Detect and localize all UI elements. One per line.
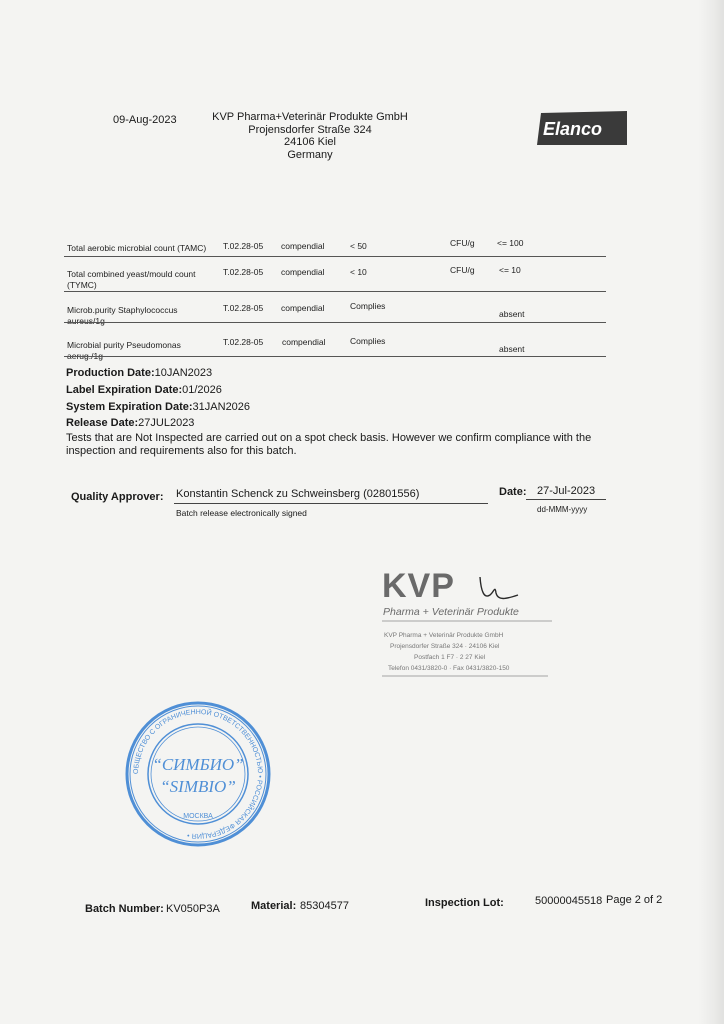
- spot-check-note: Tests that are Not Inspected are carried out on a spot check basis. However we confirm compliance with the inspection and requirements also for this batch.: [66, 432, 592, 457]
- test-name: Total combined yeast/mould count: [67, 269, 196, 279]
- date-label: Date:: [499, 486, 527, 498]
- label-expiration-value: 01/2026: [182, 384, 222, 396]
- signed-note: Batch release electronically signed: [176, 508, 307, 518]
- date-format: dd-MMM-yyyy: [537, 505, 588, 514]
- result: Complies: [350, 301, 386, 311]
- stamp-latin-name: “SIMBIO”: [160, 777, 236, 796]
- reference: compendial: [281, 303, 325, 313]
- material-value: 85304577: [300, 900, 349, 912]
- test-name-cont: aureus/1g: [67, 316, 105, 326]
- release-date-label: Release Date:: [66, 417, 139, 429]
- row-divider: [64, 356, 606, 357]
- system-expiration-date: [66, 401, 250, 413]
- company-city: 24106 Kiel: [284, 136, 336, 148]
- production-date: [66, 367, 212, 379]
- stamp-city: МОСКВА: [183, 813, 213, 820]
- document-date: 09-Aug-2023: [113, 114, 177, 126]
- test-name: Microbial purity Pseudomonas: [67, 340, 181, 350]
- reference: compendial: [282, 337, 326, 347]
- kvp-company-stamp: [380, 565, 560, 680]
- kvp-stamp-tagline: Pharma + Veterinär Produkte: [383, 606, 519, 618]
- stamp-ring-text: ОБЩЕСТВО С ОГРАНИЧЕННОЙ ОТВЕТСТВЕННОСТЬЮ • РОССИЙСКАЯ ФЕДЕРАЦИЯ •: [132, 708, 264, 840]
- simbio-round-stamp: [124, 700, 272, 848]
- approver-label: Quality Approver:: [71, 491, 164, 503]
- page-edge-shadow: [698, 0, 724, 1024]
- production-date-value: 10JAN2023: [154, 367, 213, 379]
- approver-name: Konstantin Schenck zu Schweinsberg (02801556): [176, 488, 420, 500]
- company-street: Projensdorfer Straße 324: [248, 123, 372, 136]
- test-name-cont: aerug./1g: [67, 351, 103, 361]
- reference: compendial: [281, 267, 325, 277]
- company-country: Germany: [287, 148, 333, 161]
- page-number: Page 2 of 2: [606, 894, 663, 906]
- kvp-stamp-line1: KVP Pharma + Veterinär Produkte GmbH: [384, 632, 504, 639]
- unit: CFU/g: [450, 238, 475, 248]
- material-label: Material:: [251, 900, 297, 912]
- approval-date: 27-Jul-2023: [537, 485, 596, 497]
- release-date: [66, 417, 194, 429]
- inspection-lot-label: Inspection Lot:: [425, 897, 504, 909]
- release-date-value: 27JUL2023: [138, 417, 195, 429]
- result: Complies: [350, 336, 386, 346]
- test-name: Microb.purity Staphylococcus: [67, 305, 178, 315]
- label-expiration-label: Label Expiration Date:: [66, 384, 183, 396]
- system-expiration-label: System Expiration Date:: [66, 401, 193, 413]
- production-date-label: Production Date:: [66, 367, 155, 379]
- specification: absent: [499, 344, 525, 354]
- label-expiration-date: [66, 384, 222, 396]
- row-divider: [64, 322, 606, 323]
- method: T.02.28-05: [223, 337, 264, 347]
- signature: [480, 577, 518, 599]
- test-name-cont: (TYMC): [67, 280, 97, 290]
- specification: <= 10: [499, 265, 521, 275]
- stamp-cyrillic-name: “СИМБИО”: [152, 755, 244, 774]
- result: < 50: [350, 241, 367, 251]
- kvp-stamp-line4: Telefon 0431/3820-0 · Fax 0431/3820-150: [388, 665, 510, 672]
- approver-line: [174, 503, 488, 504]
- row-divider: [64, 256, 606, 257]
- test-name: Total aerobic microbial count (TAMC): [67, 243, 207, 253]
- reference: compendial: [281, 241, 325, 251]
- date-line: [526, 499, 606, 500]
- company-name: KVP Pharma+Veterinär Produkte GmbH: [212, 111, 408, 123]
- unit: CFU/g: [450, 265, 475, 275]
- company-address: [200, 111, 420, 161]
- kvp-stamp-logo: KVP: [382, 567, 455, 605]
- elanco-logo: [537, 111, 627, 145]
- method: T.02.28-05: [223, 303, 264, 313]
- specification: absent: [499, 309, 525, 319]
- specification: <= 100: [497, 238, 524, 248]
- kvp-stamp-line2: Projensdorfer Straße 324 · 24106 Kiel: [390, 643, 500, 650]
- method: T.02.28-05: [223, 241, 264, 251]
- method: T.02.28-05: [223, 267, 264, 277]
- system-expiration-value: 31JAN2026: [192, 401, 251, 413]
- batch-number-label: Batch Number:: [85, 903, 164, 915]
- elanco-logo-text: Elanco: [543, 119, 603, 139]
- kvp-stamp-line3: Postfach 1 F7 · 2 27 Kiel: [414, 654, 486, 661]
- batch-number-value: KV050P3A: [166, 903, 220, 915]
- result: < 10: [350, 267, 367, 277]
- inspection-lot-value: 50000045518: [535, 895, 603, 907]
- row-divider: [64, 291, 606, 292]
